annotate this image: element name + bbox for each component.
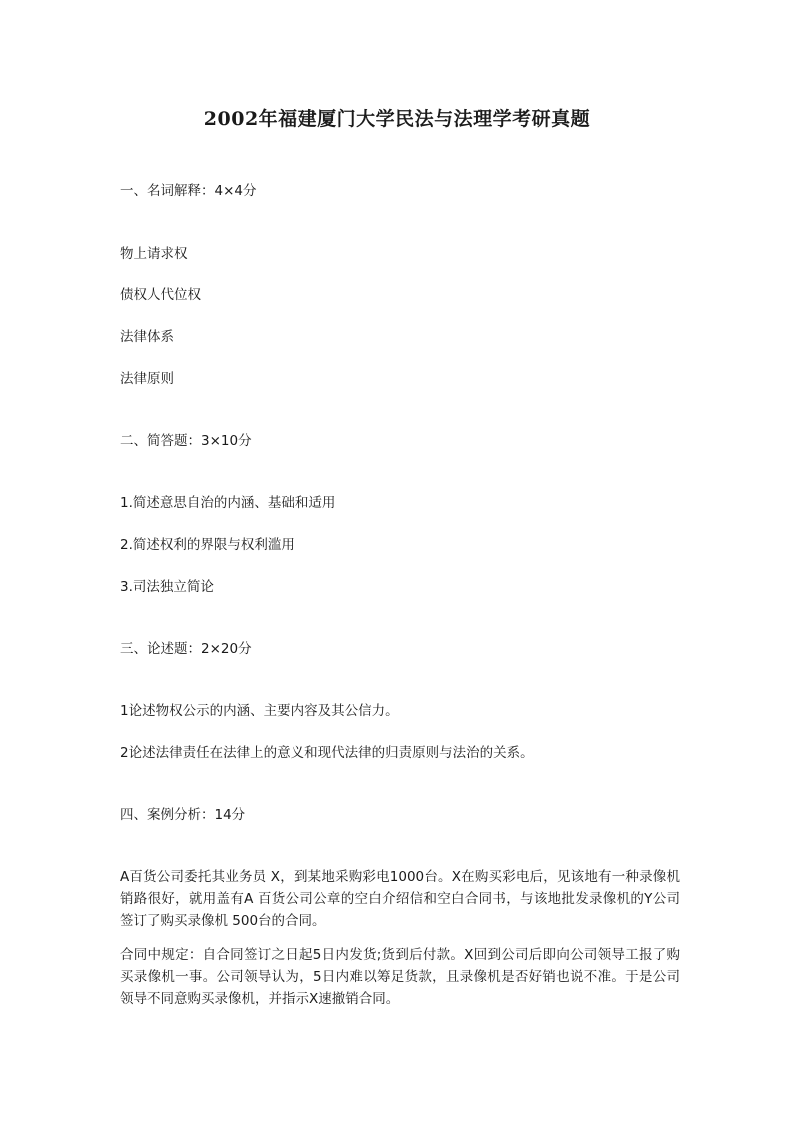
section-1-item-4: 法律原则 — [120, 371, 174, 387]
section-2-heading: 二、简答题：3×10分 — [120, 433, 252, 449]
section-1-item-2: 债权人代位权 — [120, 287, 201, 303]
section-3-heading: 三、论述题：2×20分 — [120, 641, 252, 657]
case-paragraph-1: A百货公司委托其业务员 X，到某地采购彩电1000台。X在购买彩电后，见该地有一种录像机销路很好，就用盖有A 百货公司公章的空白介绍信和空白合同书，与该地批发录像机的Y公司签订了购买录像机 500台的合同。 — [120, 869, 680, 929]
section-2-item-2: 2.简述权利的界限与权利滥用 — [120, 537, 295, 553]
section-3-item-2: 2论述法律责任在法律上的意义和现代法律的归责原则与法治的关系。 — [120, 745, 534, 761]
section-1-item-1: 物上请求权 — [120, 246, 188, 262]
section-3-item-1: 1论述物权公示的内涵、主要内容及其公信力。 — [120, 703, 399, 719]
section-1-heading: 一、名词解释：4×4分 — [120, 183, 257, 199]
section-2-item-1: 1.简述意思自治的内涵、基础和适用 — [120, 495, 336, 511]
case-paragraph-2: 合同中规定：自合同签订之日起5日内发货;货到后付款。X回到公司后即向公司领导工报了购买录像机一事。公司领导认为，5日内难以筹足货款，且录像机是否好销也说不准。于是公司领导不同意购买录像机，并指示X速撤销合同。 — [120, 947, 680, 1007]
section-2-item-3: 3.司法独立简论 — [120, 579, 214, 595]
section-1-item-3: 法律体系 — [120, 329, 174, 345]
document-title: 2002年福建厦门大学民法与法理学考研真题 — [203, 108, 591, 130]
section-4-heading: 四、案例分析：14分 — [120, 807, 246, 823]
